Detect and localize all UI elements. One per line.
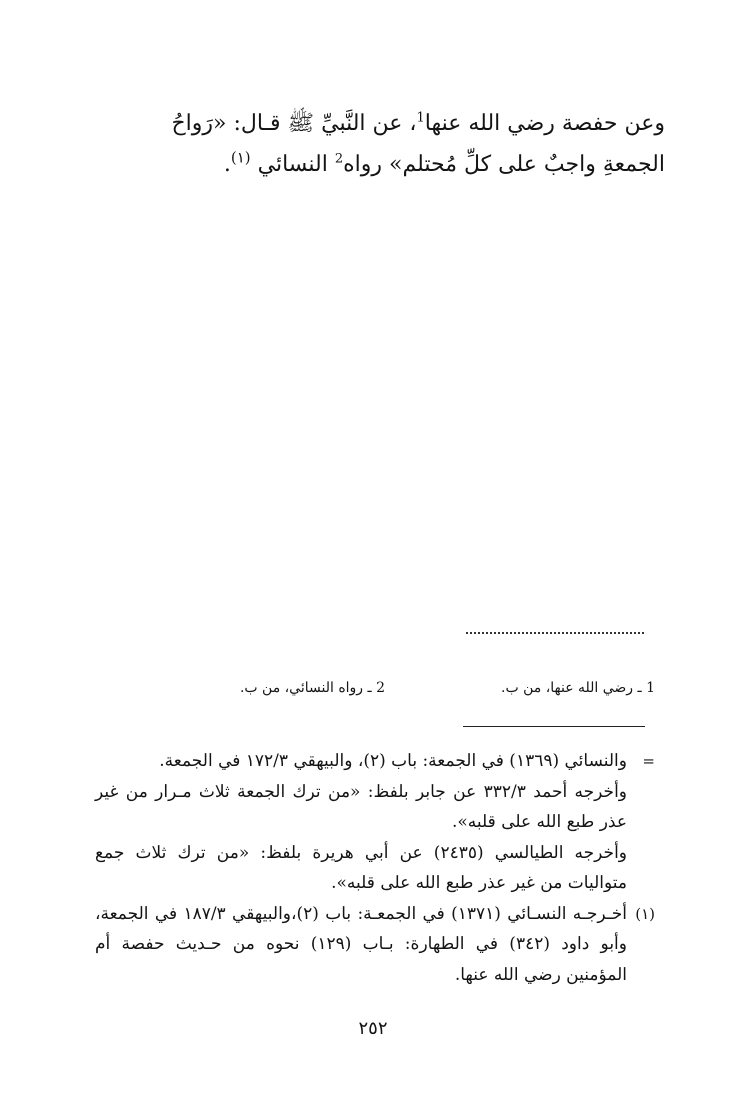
footnote-label: (١)	[635, 904, 655, 923]
footnote-paragraph: وأخرجه الطيالسي (٢٤٣٥) عن أبي هريرة بلفظ: «من ترك ثلاث جمع متواليات من غير عذر طبع الله على قلبه».	[95, 842, 628, 893]
dotted-separator	[466, 632, 644, 634]
main-text-line1: وعن حفصة رضي الله عنها	[424, 111, 665, 136]
main-text-line2a: واجبٌ على كلِّ مُحتلم» رواه	[343, 152, 596, 177]
footnote-separator	[463, 726, 645, 727]
main-text-line2b: النسائي	[257, 152, 335, 177]
main-text-line2c: .	[223, 152, 231, 177]
footnote-paragraph: أخـرجـه النسـائي (١٣٧١) في الجمعـة: باب (٢)،والبيهقي ١٨٧/٣ في الجمعة، وأبو داود (٣٤٢) في الطهارة: بـاب (١٢٩) نحوه من حـديث حفصة أم المؤمنين رضي الله عنها.	[95, 903, 627, 985]
variant-note-2: 2 ـ رواه النسائي، من ب.	[239, 680, 385, 696]
variant-notes	[180, 680, 655, 704]
main-hadith-text	[120, 103, 665, 185]
footnotes	[95, 746, 655, 990]
footnote-label: =	[642, 752, 655, 770]
variant-mark-1: 1	[416, 110, 425, 126]
main-text-line1b: ، عن النَّبيِّ ﷺ قـال: «رَواحُ الجمعةِ	[171, 111, 665, 177]
footnote-1	[95, 899, 655, 991]
footnote-ref-1: (١)	[230, 148, 251, 167]
footnote-continuation	[95, 746, 655, 899]
footnote-paragraph: وأخرجه أحمد ٣٣٢/٣ عن جابر بلفظ: «من ترك الجمعة ثلاث مـرار من غير عذر طبع الله على قلبه».	[95, 781, 627, 832]
footnote-paragraph: والنسائي (١٣٦٩) في الجمعة: باب (٢)، والبيهقي ١٧٢/٣ في الجمعة.	[159, 751, 627, 771]
variant-mark-2: 2	[334, 151, 344, 167]
page-number: ٢٥٢	[358, 1018, 388, 1039]
variant-note-1: 1 ـ رضي الله عنها، من ب.	[501, 680, 655, 696]
